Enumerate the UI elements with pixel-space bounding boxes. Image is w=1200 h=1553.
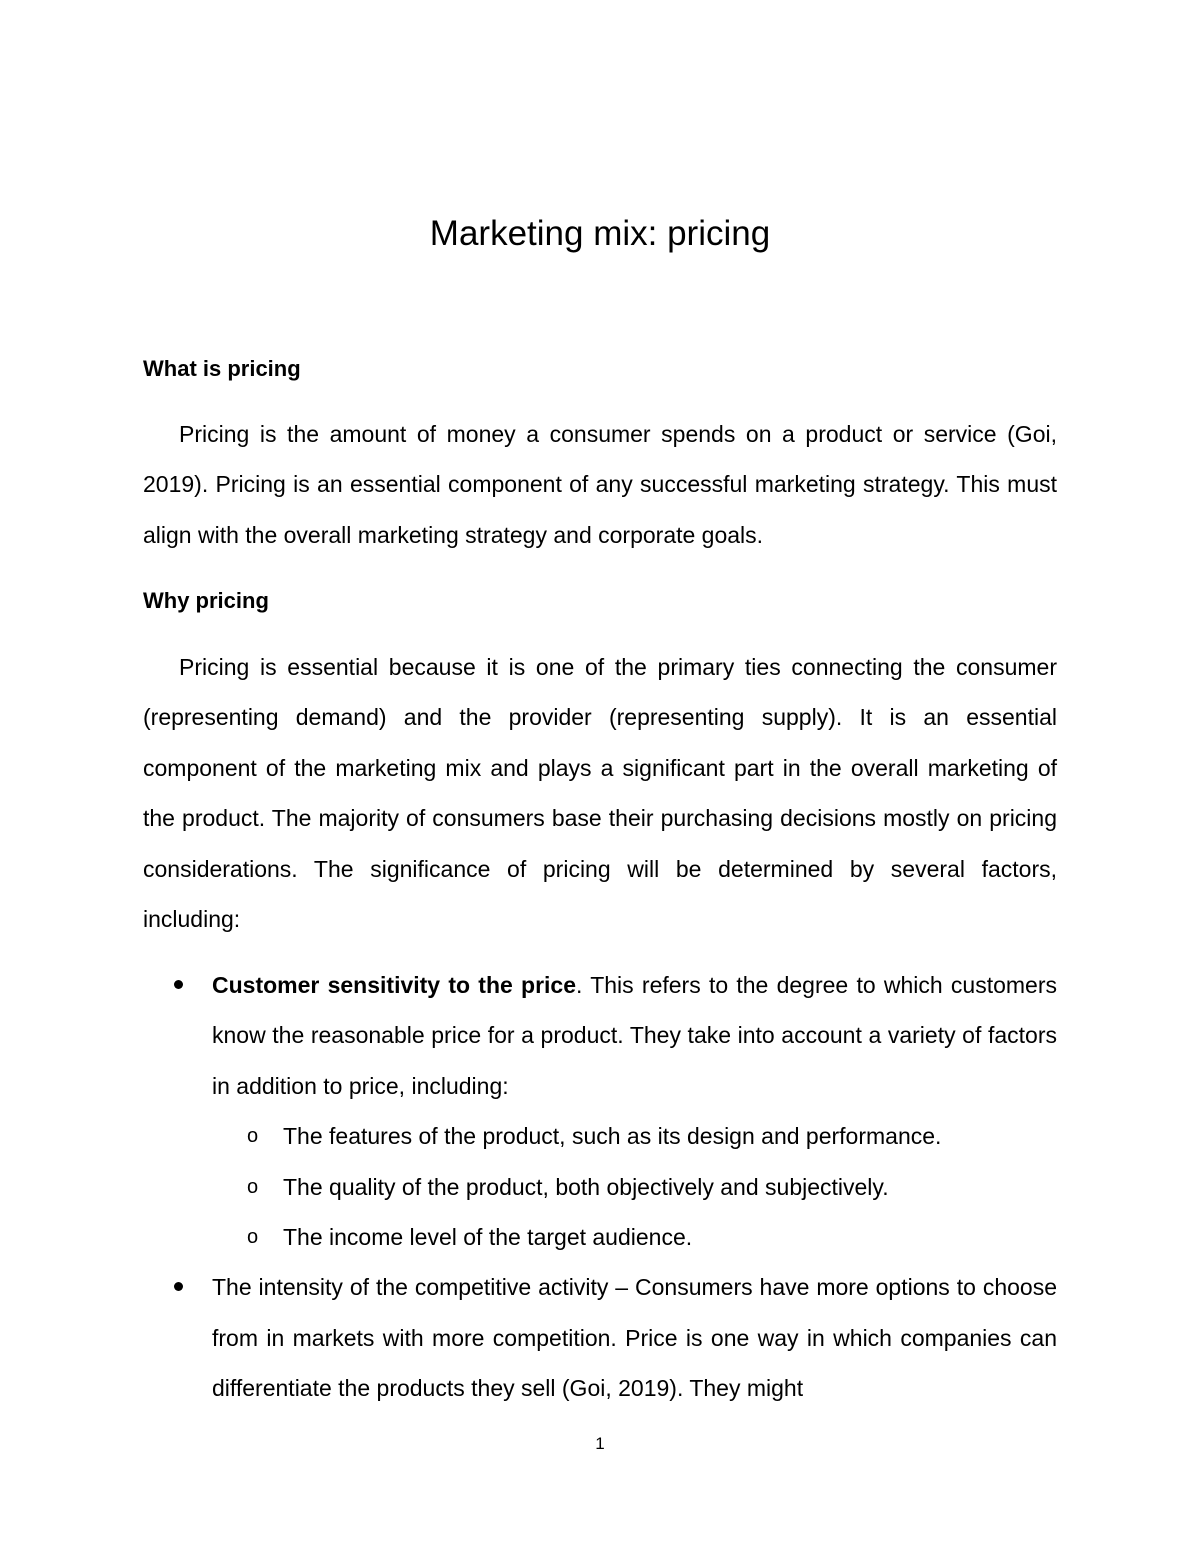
bullet-item-customer-sensitivity [143,960,1057,1111]
circle-bullet-icon: o [247,1226,259,1249]
bullet-list [143,960,1057,1414]
bullet-text: The intensity of the competitive activity – Consumers have more options to choose from in markets with more competition. Price is one way in which companies can differentiate the products they sell (Goi, 2019). They might [212,1274,1057,1402]
circle-bullet-icon: o [247,1125,259,1148]
bullet-dot-icon [174,1282,183,1291]
bullet-text: . This refers to the degree to which customers know the reasonable price for a product. They take into account a variety of factors in addition to price, including: [212,972,1057,1099]
sub-list-item-text: The features of the product, such as its design and performance. [283,1123,942,1150]
paragraph-what-is-pricing: Pricing is the amount of money a consumer spends on a product or service (Goi, 2019). Pricing is an essential component of any successful marketing strategy. This must align with the overall marketing strategy and corporate goals. [143,421,1057,548]
sub-list-item [143,1111,1057,1161]
bullet-item-competitive-activity [143,1262,1057,1413]
sub-list-item-text: The quality of the product, both objectively and subjectively. [283,1173,889,1200]
sub-list-item-text: The income level of the target audience. [283,1224,693,1251]
bullet-bold-lead: Customer sensitivity to the price [212,972,576,998]
document-title: Marketing mix: pricing [429,214,771,253]
page-number: 1 [595,1434,605,1453]
sub-list-item [143,1212,1057,1262]
bullet-dot-icon [174,980,183,989]
section-heading-why-pricing: Why pricing [143,588,269,613]
section-heading-what-is-pricing: What is pricing [143,356,301,381]
paragraph-why-pricing: Pricing is essential because it is one of the primary ties connecting the consumer (representing demand) and the provider (representing supply). It is an essential component of the marketing mix and plays a significant part in the overall marketing of the product. The majority of consumers base their purchasing decisions mostly on pricing considerations. The significance of pricing will be determined by several factors, including: [143,654,1057,933]
circle-bullet-icon: o [247,1175,259,1198]
sub-list-item [143,1162,1057,1212]
